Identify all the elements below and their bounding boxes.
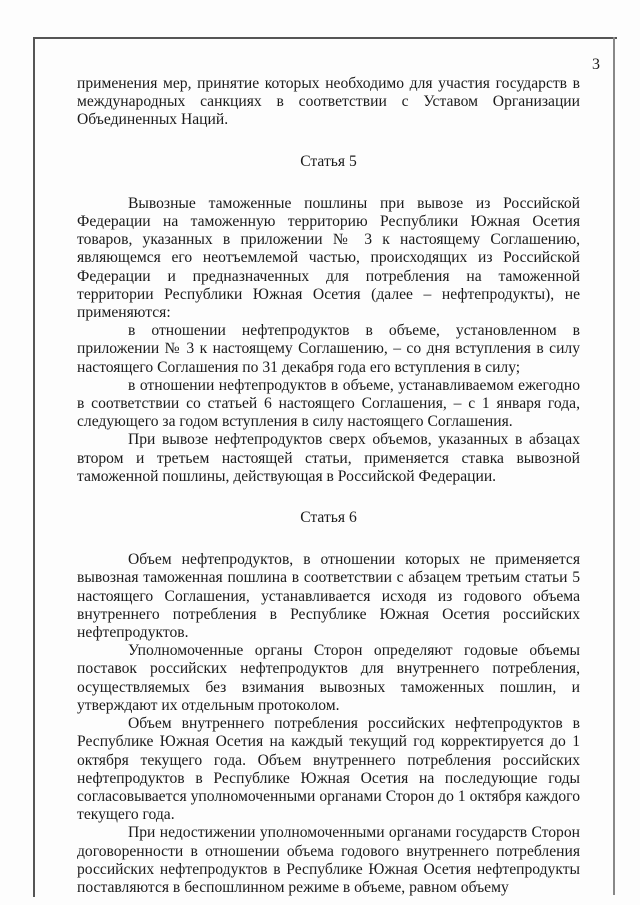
article-5-paragraph-4: При вывозе нефтепродуктов сверх объемов, указанных в абзацах втором и третьем настоящей статьи, применяется ставка вывозной таможенной пошлины, действующая в Российской Федерации. [77, 431, 580, 485]
article-5-paragraph-2: в отношении нефтепродуктов в объеме, установленном в приложении № 3 к настоящему Соглашению, – со дня вступления в силу настоящего Соглашения по 31 декабря года его вступления в силу; [77, 322, 580, 376]
article-6-heading: Статья 6 [300, 509, 357, 527]
page-number: 3 [592, 56, 600, 73]
article-6-paragraph-4: При недостижении уполномоченными органами государств Сторон договоренности в отношении объема годового внутреннего потребления российских нефтепродуктов в Республике Южная Осетия нефтепродукты поставляются в беспошлинном режиме в объеме, равном объему [77, 824, 580, 896]
article-6-paragraph-2: Уполномоченные органы Сторон определяют годовые объемы поставок российских нефтепродуктов для внутреннего потребления, осуществляемых без взимания вывозных таможенных пошлин, и утверждают их отдельным протоколом. [77, 642, 580, 714]
continuation-paragraph: применения мер, принятие которых необходимо для участия государств в международных санкциях в соответствии с Уставом Организации Объединенных Наций. [77, 75, 580, 129]
article-6-paragraph-1: Объем нефтепродуктов, в отношении которых не применяется вывозная таможенная пошлина в соответствии с абзацем третьим статьи 5 настоящего Соглашения, устанавливается исходя из годового объема внутреннего потребления в Республике Южная Осетия российских нефтепродуктов. [77, 551, 580, 642]
article-6-paragraph-3: Объем внутреннего потребления российских нефтепродуктов в Республике Южная Осетия на каждый текущий год корректируется до 1 октября текущего года. Объем внутреннего потребления российских нефтепродуктов в Республике Южная Осетия на последующие годы согласовывается уполномоченными органами Сторон до 1 октября каждого текущего года. [77, 715, 580, 824]
article-5-paragraph-3: в отношении нефтепродуктов в объеме, устанавливаемом ежегодно в соответствии со статьей 6 настоящего Соглашения, – с 1 января года, следующего за годом вступления в силу настоящего Соглашения. [77, 376, 580, 431]
article-5-paragraph-1: Вывозные таможенные пошлины при вывозе из Российской Федерации на таможенную территорию Республики Южная Осетия товаров, указанных в приложении № 3 к настоящему Соглашению, являющемся его неотъемлемой частью, происходящих из Российской Федерации и предназначенных для потребления на таможенной территории Республики Южная Осетия (далее – нефтепродукты), не применяются: [77, 194, 580, 322]
document-body [77, 75, 580, 897]
page-border-right [613, 37, 615, 895]
article-5-heading: Статья 5 [300, 152, 357, 170]
